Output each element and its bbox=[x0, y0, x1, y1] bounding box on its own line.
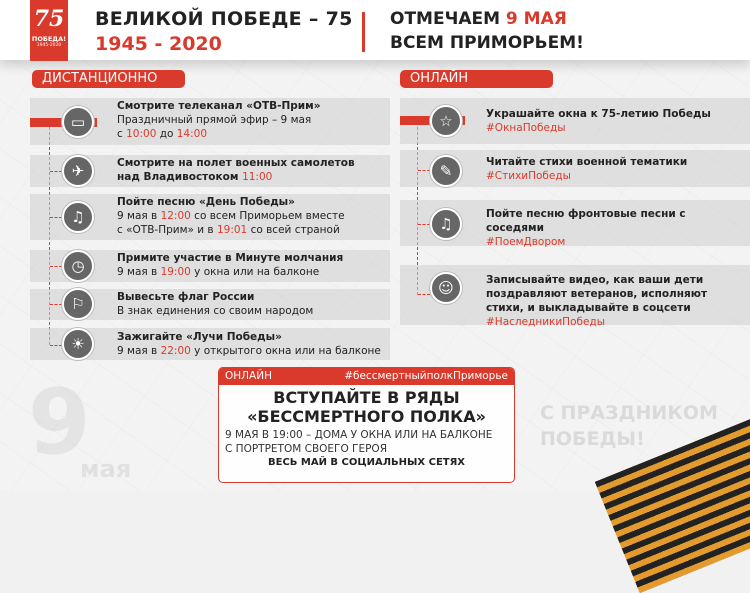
celebrate-text: ОТМЕЧАЕМ bbox=[390, 9, 506, 29]
card-title: ВСТУПАЙТЕ В РЯДЫ bbox=[273, 388, 460, 407]
connector bbox=[50, 345, 62, 346]
card-text: 9 МАЯ В 19:00 – ДОМА У ОКНА ИЛИ НА БАЛКОНЕ bbox=[225, 429, 493, 441]
item-time: 10:00 bbox=[126, 128, 157, 140]
connector bbox=[50, 171, 62, 172]
logo-number: 75 bbox=[33, 6, 65, 32]
music-icon: ♫ bbox=[62, 201, 94, 233]
list-item bbox=[117, 156, 355, 184]
clock-icon: ◷ bbox=[62, 250, 94, 282]
section-online: ОНЛАЙН bbox=[400, 70, 553, 88]
celebrate-date: 9 МАЯ bbox=[505, 9, 567, 29]
item-text: у окна или на балконе bbox=[190, 266, 320, 278]
item-text: с bbox=[117, 128, 127, 140]
item-time: 22:00 bbox=[160, 345, 191, 357]
title-years: 1945 - 2020 bbox=[95, 33, 222, 55]
greeting-line: ПОБЕДЫ! bbox=[540, 428, 645, 450]
list-item bbox=[486, 273, 707, 329]
item-hashtag[interactable]: #НаследникиПобеды bbox=[486, 316, 605, 328]
list-item bbox=[486, 107, 711, 135]
page-title: ВЕЛИКОЙ ПОБЕДЕ – 75 bbox=[95, 8, 353, 30]
document-icon: ✎ bbox=[430, 155, 462, 187]
greeting-line: С ПРАЗДНИКОМ bbox=[540, 402, 718, 424]
item-title: соседями bbox=[486, 222, 544, 234]
connector bbox=[418, 294, 430, 295]
list-item bbox=[117, 99, 321, 141]
item-title: Примите участие в Минуте молчания bbox=[117, 252, 344, 264]
item-text: со всем Приморьем вместе bbox=[190, 210, 345, 222]
list-item bbox=[117, 290, 313, 318]
list-item bbox=[117, 251, 343, 279]
header bbox=[0, 0, 750, 60]
tv-icon: ▭ bbox=[62, 106, 94, 138]
item-text: 9 мая в bbox=[117, 210, 161, 222]
item-title: Пойте песню фронтовые песни с bbox=[486, 208, 686, 220]
connector bbox=[418, 224, 430, 225]
list-item bbox=[117, 195, 345, 237]
item-text: 9 мая в bbox=[117, 345, 161, 357]
item-title: стихи, и выкладывайте в соцсети bbox=[486, 302, 691, 314]
connector bbox=[50, 217, 62, 218]
item-text: со всей страной bbox=[247, 224, 340, 236]
connector bbox=[50, 304, 62, 305]
item-title: Читайте стихи военной тематики bbox=[486, 156, 688, 168]
people-icon: ☺ bbox=[430, 272, 462, 304]
item-time: 19:00 bbox=[160, 266, 191, 278]
item-text: В знак единения со своим народом bbox=[117, 305, 314, 317]
card-footer: ВЕСЬ МАЙ В СОЦИАЛЬНЫХ СЕТЯХ bbox=[267, 457, 466, 468]
item-text: с «ОТВ-Прим» и в bbox=[117, 224, 217, 236]
card-title: «БЕССМЕРТНОГО ПОЛКА» bbox=[247, 407, 486, 426]
list-item bbox=[117, 330, 381, 358]
logo-years: 1945-2020 bbox=[36, 43, 62, 48]
watermark-day: 9 bbox=[28, 370, 91, 475]
section-remote: ДИСТАНЦИОННО bbox=[32, 70, 185, 88]
item-hashtag[interactable]: #СтихиПобеды bbox=[486, 170, 571, 182]
card-header bbox=[219, 368, 514, 385]
item-text: у открытого окна или на балконе bbox=[190, 345, 381, 357]
item-time: 11:00 bbox=[242, 171, 273, 183]
item-title: Вывесьте флаг России bbox=[117, 291, 255, 303]
item-text: 9 мая в bbox=[117, 266, 161, 278]
lightbulb-icon: ☀ bbox=[62, 328, 94, 360]
item-title: Смотрите на полет военных самолетов bbox=[117, 157, 355, 169]
item-time: 19:01 bbox=[216, 224, 248, 236]
item-title: над Владивостоком bbox=[117, 171, 243, 183]
airplane-icon: ✈ bbox=[62, 155, 94, 187]
victory-75-logo bbox=[30, 0, 68, 61]
music-icon: ♫ bbox=[430, 208, 462, 240]
item-time: 14:00 bbox=[176, 128, 208, 140]
item-title: Пойте песню «День Победы» bbox=[117, 196, 295, 208]
immortal-regiment-card bbox=[218, 367, 515, 483]
connector bbox=[418, 170, 430, 171]
greeting bbox=[540, 400, 718, 452]
celebrate-line1 bbox=[390, 9, 567, 29]
celebrate-line2: ВСЕМ ПРИМОРЬЕМ! bbox=[390, 33, 584, 53]
item-text: до bbox=[156, 128, 177, 140]
item-hashtag[interactable]: #ПоемДвором bbox=[486, 236, 566, 248]
star-icon: ☆ bbox=[430, 105, 462, 137]
item-time: 12:00 bbox=[160, 210, 191, 222]
card-hashtag[interactable]: #бессмертныйполкПриморье bbox=[344, 370, 508, 382]
connector bbox=[50, 266, 62, 267]
item-text: Праздничный прямой эфир – 9 мая bbox=[117, 114, 312, 126]
header-divider bbox=[362, 12, 365, 52]
item-title: Записывайте видео, как ваши дети bbox=[486, 274, 704, 286]
item-hashtag[interactable]: #ОкнаПобеды bbox=[486, 122, 566, 134]
flag-icon: ⚐ bbox=[62, 288, 94, 320]
list-item bbox=[486, 155, 687, 183]
item-title: Смотрите телеканал «ОТВ-Прим» bbox=[117, 100, 321, 112]
item-title: Зажигайте «Лучи Победы» bbox=[117, 331, 282, 343]
logo-text: ПОБЕДА! bbox=[31, 35, 67, 43]
card-label: ОНЛАЙН bbox=[225, 370, 272, 382]
item-title: поздравляют ветеранов, исполняют bbox=[486, 288, 708, 300]
list-item bbox=[486, 207, 686, 249]
watermark-month: мая bbox=[80, 455, 132, 483]
card-text: С ПОРТРЕТОМ СВОЕГО ГЕРОЯ bbox=[225, 443, 387, 455]
item-title: Украшайте окна к 75-летию Победы bbox=[486, 108, 711, 120]
